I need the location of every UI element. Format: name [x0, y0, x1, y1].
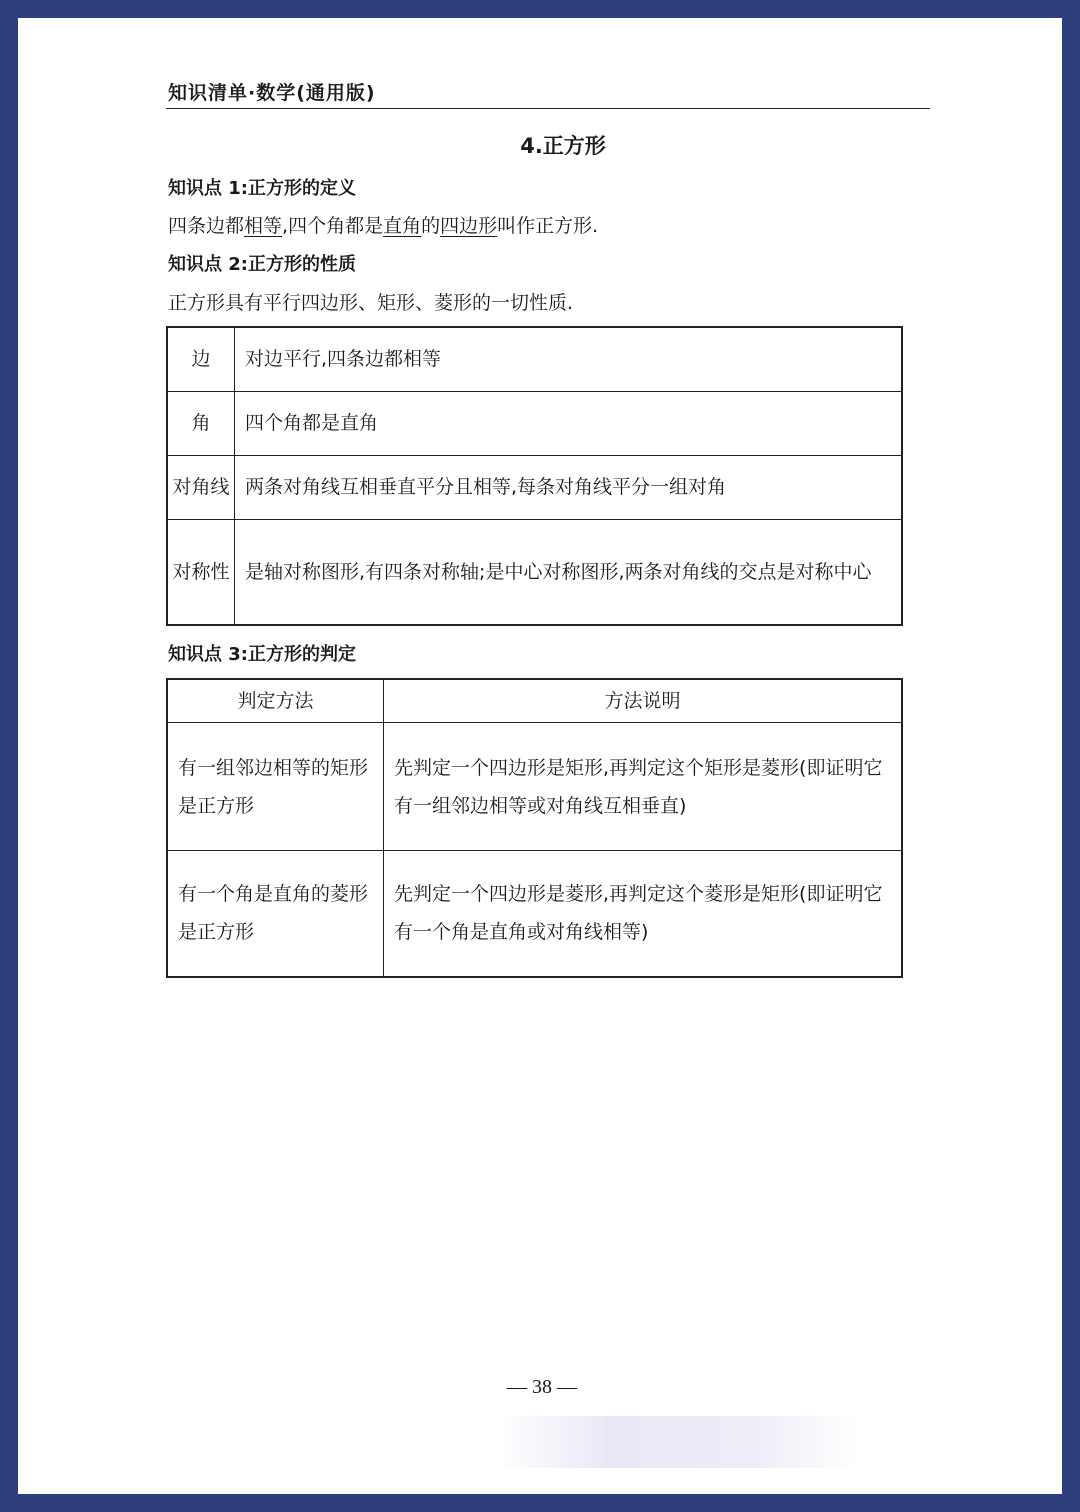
property-text: 对边平行,四条边都相等: [235, 327, 903, 391]
criteria-explanation: 先判定一个四边形是矩形,再判定这个矩形是菱形(即证明它有一组邻边相等或对角线互相垂直): [384, 723, 903, 851]
property-label: 对称性: [167, 519, 235, 625]
properties-table: [166, 326, 903, 626]
column-header-explanation: 方法说明: [384, 679, 903, 723]
property-label: 边: [167, 327, 235, 391]
definition-text-4: 叫作正方形.: [497, 215, 599, 237]
criteria-method: 有一组邻边相等的矩形是正方形: [167, 723, 384, 851]
table-row: [167, 851, 902, 977]
table-header-row: [167, 679, 902, 723]
criteria-table: [166, 678, 903, 978]
header-rule: [166, 108, 930, 109]
kp2-intro: 正方形具有平行四边形、矩形、菱形的一切性质.: [168, 292, 574, 314]
table-row: [167, 455, 902, 519]
running-header: 知识清单·数学(通用版): [168, 82, 376, 104]
property-label: 对角线: [167, 455, 235, 519]
property-text: 四个角都是直角: [235, 391, 903, 455]
criteria-method: 有一个角是直角的菱形是正方形: [167, 851, 384, 977]
definition-term-2: 直角: [383, 215, 422, 237]
page-sheet: [18, 18, 1062, 1494]
property-label: 角: [167, 391, 235, 455]
criteria-explanation: 先判定一个四边形是菱形,再判定这个菱形是矩形(即证明它有一个角是直角或对角线相等): [384, 851, 903, 977]
definition-text-1: 四条边都: [168, 215, 245, 237]
table-row: [167, 391, 902, 455]
kp2-title: 知识点 2:正方形的性质: [168, 254, 356, 275]
table-row: [167, 327, 902, 391]
scan-glare: [498, 1416, 858, 1468]
table-row: [167, 519, 902, 625]
table-row: [167, 723, 902, 851]
definition-term-1: 相等: [244, 215, 283, 237]
definition-text-2: ,四个角都是: [282, 215, 384, 237]
kp1-definition: [168, 211, 598, 238]
kp1-title: 知识点 1:正方形的定义: [168, 178, 356, 199]
kp3-title: 知识点 3:正方形的判定: [168, 644, 356, 665]
column-header-method: 判定方法: [167, 679, 384, 723]
definition-text-3: 的: [421, 215, 441, 237]
property-text: 是轴对称图形,有四条对称轴;是中心对称图形,两条对角线的交点是对称中心: [235, 519, 903, 625]
definition-term-3: 四边形: [440, 215, 498, 237]
section-title: 4.正方形: [520, 134, 606, 158]
page-number: — 38 —: [507, 1376, 577, 1398]
property-text: 两条对角线互相垂直平分且相等,每条对角线平分一组对角: [235, 455, 903, 519]
